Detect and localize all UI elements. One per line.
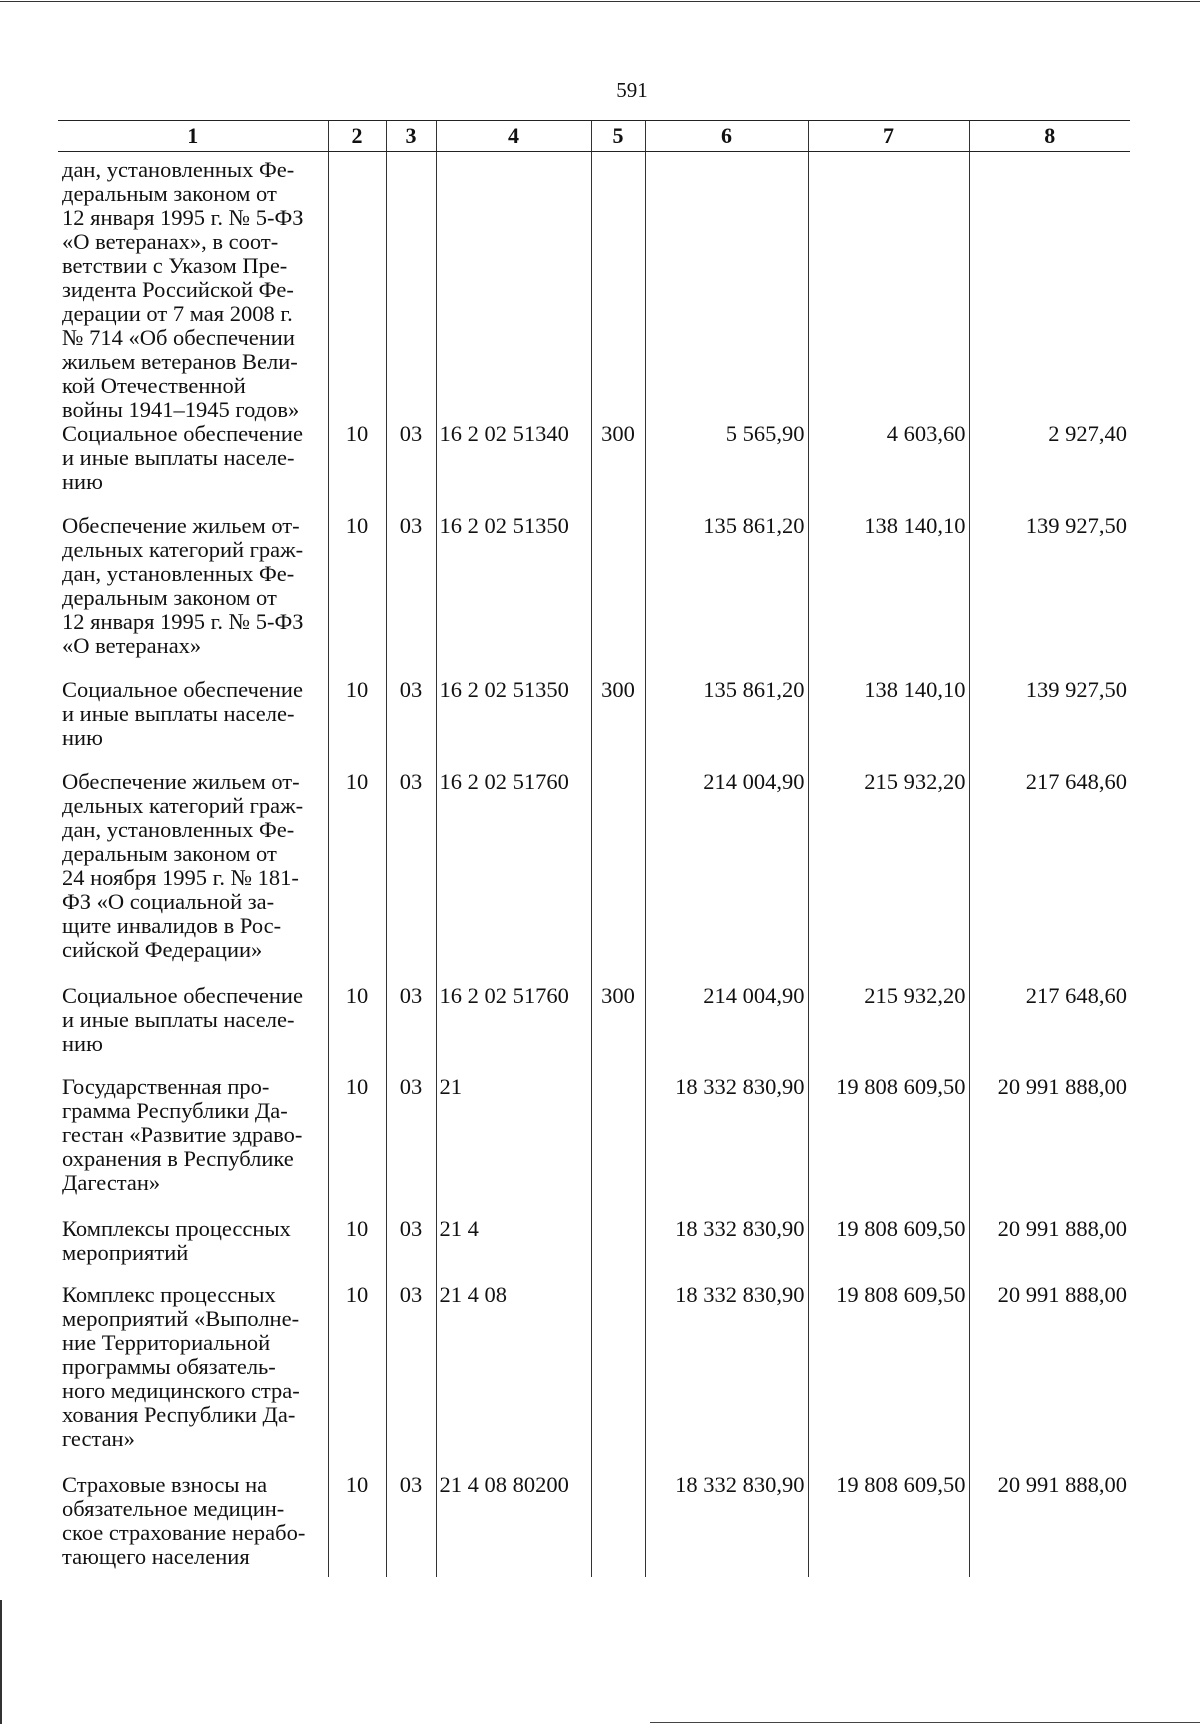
row-name: Комплекс процессных мероприятий «Выполне- ние Территориальной программы обязатель- ного медицинского стра- хования Республики Да- гестан» [62,1282,300,1451]
row-name: Социальное обеспечение и иные выплаты населе- нию [62,983,303,1056]
row-amount-1: 18 332 830,90 [645,1283,808,1473]
row-target-code: 21 4 [436,1217,591,1283]
row-section: 10 [328,1283,386,1473]
col-header-3: 3 [386,121,436,152]
row-subsection: 03 [386,422,436,514]
row-section: 10 [328,678,386,770]
col-header-6: 6 [645,121,808,152]
row-expense-type: 300 [591,984,645,1075]
row-name: Комплексы процессных мероприятий [62,1216,291,1265]
row-section: 10 [328,1075,386,1217]
row-subsection: 03 [386,984,436,1075]
row-name: дан, установленных Фе- деральным законом от 12 января 1995 г. № 5-ФЗ «О ветеранах», в соот- ветствии с Указом Пре- зидента Российской Фе- дерации от 7 мая 2008 г. № 714 «Об обеспечении жильем ветеранов Вели- кой Отечественной войны 1941–1945 годов» [62,157,304,422]
row-amount-1: 5 565,90 [645,422,808,514]
row-expense-type [591,1217,645,1283]
row-subsection: 03 [386,678,436,770]
table-row [58,1473,1130,1577]
row-expense-type: 300 [591,422,645,514]
table-row [58,678,1130,770]
row-target-code [436,152,591,423]
col-header-8: 8 [969,121,1130,152]
table-row [58,422,1130,514]
row-amount-3: 20 991 888,00 [969,1283,1130,1473]
row-amount-3: 20 991 888,00 [969,1075,1130,1217]
page-number: 591 [616,78,648,102]
row-amount-2: 19 808 609,50 [808,1473,969,1577]
row-amount-1: 214 004,90 [645,984,808,1075]
row-target-code: 16 2 02 51340 [436,422,591,514]
row-target-code: 16 2 02 51760 [436,984,591,1075]
row-subsection: 03 [386,1473,436,1577]
row-amount-3: 217 648,60 [969,770,1130,984]
row-amount-1: 18 332 830,90 [645,1217,808,1283]
table-row [58,1075,1130,1217]
row-name: Социальное обеспечение и иные выплаты населе- нию [62,421,303,494]
row-amount-1: 18 332 830,90 [645,1075,808,1217]
row-section [328,152,386,423]
row-name: Обеспечение жильем от- дельных категорий граж- дан, установленных Фе- деральным законом от 12 января 1995 г. № 5-ФЗ «О ветеранах» [62,513,304,658]
row-target-code: 16 2 02 51350 [436,514,591,678]
col-header-7: 7 [808,121,969,152]
budget-table [58,120,1130,1577]
row-expense-type [591,1473,645,1577]
row-subsection [386,152,436,423]
table-row [58,984,1130,1075]
row-target-code: 21 [436,1075,591,1217]
row-amount-2: 215 932,20 [808,770,969,984]
row-amount-2: 215 932,20 [808,984,969,1075]
row-amount-1: 135 861,20 [645,678,808,770]
row-amount-2: 138 140,10 [808,678,969,770]
row-amount-3: 2 927,40 [969,422,1130,514]
row-expense-type [591,770,645,984]
row-name: Страховые взносы на обязательное медицин- ское страхование нерабо- тающего населения [62,1472,306,1569]
table-row [58,1283,1130,1473]
row-amount-1 [645,152,808,423]
row-target-code: 21 4 08 80200 [436,1473,591,1577]
row-amount-2: 19 808 609,50 [808,1075,969,1217]
col-header-5: 5 [591,121,645,152]
row-subsection: 03 [386,1217,436,1283]
row-target-code: 16 2 02 51760 [436,770,591,984]
row-section: 10 [328,984,386,1075]
row-subsection: 03 [386,1075,436,1217]
row-amount-3 [969,152,1130,423]
left-margin-line [0,1600,2,1724]
row-amount-3: 20 991 888,00 [969,1473,1130,1577]
table-row [58,770,1130,984]
row-expense-type [591,1283,645,1473]
row-subsection: 03 [386,1283,436,1473]
header-row [58,121,1130,152]
row-expense-type [591,1075,645,1217]
row-expense-type [591,152,645,423]
row-amount-3: 139 927,50 [969,678,1130,770]
row-subsection: 03 [386,770,436,984]
table-row [58,152,1130,423]
row-amount-3: 139 927,50 [969,514,1130,678]
row-amount-2: 19 808 609,50 [808,1283,969,1473]
row-amount-3: 217 648,60 [969,984,1130,1075]
row-amount-2: 4 603,60 [808,422,969,514]
table-row [58,514,1130,678]
bottom-rule [650,1722,1200,1723]
col-header-4: 4 [436,121,591,152]
row-expense-type: 300 [591,678,645,770]
row-expense-type [591,514,645,678]
col-header-2: 2 [328,121,386,152]
col-header-1: 1 [58,121,328,152]
row-name: Обеспечение жильем от- дельных категорий граж- дан, установленных Фе- деральным законом от 24 ноября 1995 г. № 181- ФЗ «О социальной за- щите инвалидов в Рос- сийской Федерации» [62,769,304,962]
row-name: Социальное обеспечение и иные выплаты населе- нию [62,677,303,750]
row-amount-1: 18 332 830,90 [645,1473,808,1577]
row-section: 10 [328,514,386,678]
row-target-code: 21 4 08 [436,1283,591,1473]
row-amount-2: 138 140,10 [808,514,969,678]
row-amount-1: 214 004,90 [645,770,808,984]
top-rule [0,1,1200,2]
row-amount-2: 19 808 609,50 [808,1217,969,1283]
row-name: Государственная про- грамма Республики Да- гестан «Развитие здраво- охранения в Республике Дагестан» [62,1074,303,1195]
row-subsection: 03 [386,514,436,678]
table-row [58,1217,1130,1283]
row-section: 10 [328,1217,386,1283]
row-section: 10 [328,770,386,984]
row-section: 10 [328,1473,386,1577]
row-amount-1: 135 861,20 [645,514,808,678]
row-target-code: 16 2 02 51350 [436,678,591,770]
row-section: 10 [328,422,386,514]
row-amount-3: 20 991 888,00 [969,1217,1130,1283]
row-amount-2 [808,152,969,423]
